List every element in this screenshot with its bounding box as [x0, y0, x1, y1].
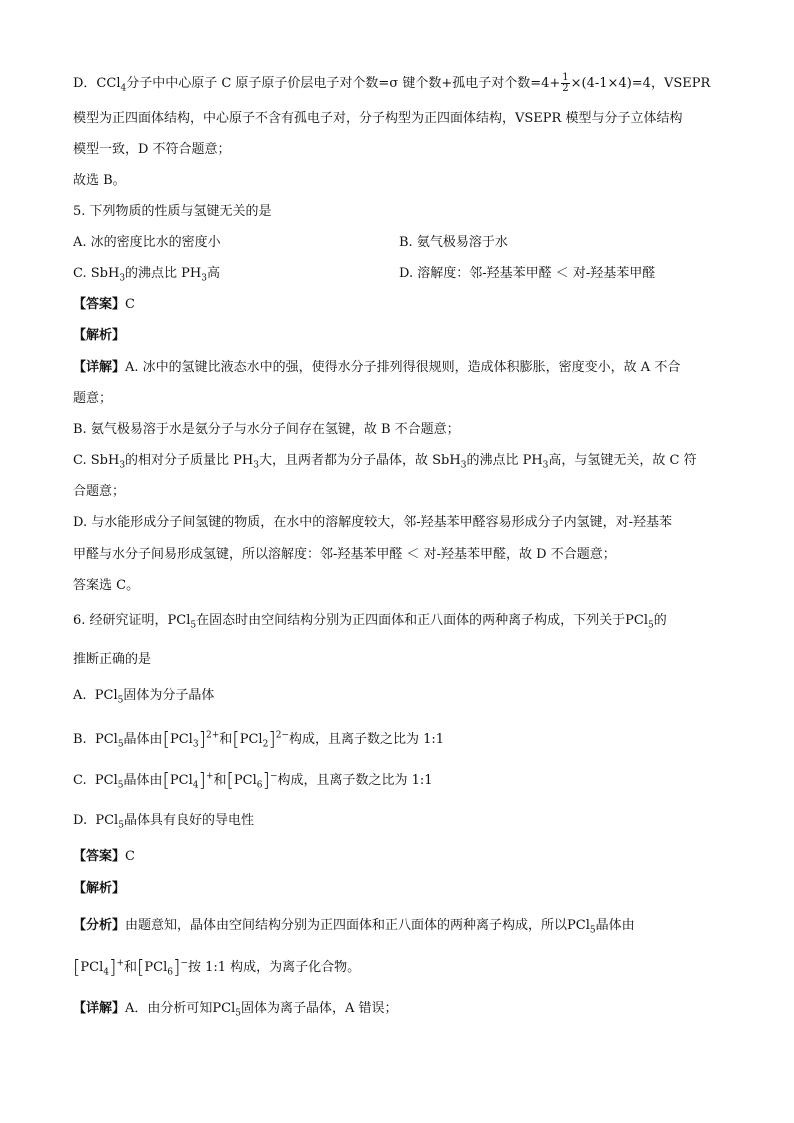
- text: PCl: [144, 960, 168, 975]
- text: C. SbH: [73, 266, 120, 281]
- text: PCl: [567, 918, 590, 933]
- subscript: 3: [119, 460, 126, 471]
- q5-detail-b: B. 氨气极易溶于水是氨分子与水分子间存在氢键，故 B 不合题意；: [73, 422, 460, 437]
- d-option-line2: 模型为正四面体结构，中心原子不含有孤电子对，分子构型为正四面体结构，VSEPR 模型与分子立体结构: [73, 111, 683, 126]
- q6-detail-a: [73, 1000, 398, 1018]
- subscript: 4: [120, 83, 127, 94]
- text: 和: [123, 960, 137, 975]
- answer-tag: 【答案】: [73, 297, 126, 312]
- text: PCl: [80, 960, 104, 975]
- q5-detail-c1: [73, 452, 697, 470]
- text: 晶体由: [595, 918, 635, 933]
- pcl5-formula: [94, 688, 124, 706]
- text: 高: [207, 266, 221, 281]
- text: 6. 经研究证明，: [73, 613, 168, 628]
- text: 的沸点比 PH: [466, 453, 543, 468]
- charge: 2+: [206, 730, 220, 741]
- right-bracket: ]: [262, 769, 270, 791]
- pcl5-formula: [94, 732, 124, 750]
- subscript: 2: [262, 739, 269, 750]
- q5-answer: [73, 296, 135, 314]
- text: 晶体由: [123, 732, 163, 747]
- charge: 2−: [275, 730, 290, 741]
- conclusion-4: 故选 B。: [73, 173, 126, 188]
- text: 固体为分子晶体: [123, 688, 215, 703]
- text: PCl: [94, 732, 118, 747]
- subscript: 6: [256, 780, 263, 791]
- q6-option-a: [73, 687, 214, 705]
- answer-value: C: [125, 297, 135, 312]
- text: 的: [653, 613, 667, 628]
- right-bracket: ]: [173, 956, 181, 978]
- right-bracket: ]: [198, 769, 206, 791]
- text: PCl: [95, 813, 119, 828]
- left-bracket: [: [162, 769, 170, 791]
- answer-tag: 【答案】: [73, 849, 126, 864]
- pcl5-formula: [625, 613, 654, 631]
- text: A. 冰中的氢键比液态水中的强，使得水分子排列得很规则，造成体积膨胀，密度变小，故 A 不合: [125, 360, 681, 375]
- subscript: 5: [589, 925, 596, 936]
- text: PCl: [233, 773, 257, 788]
- subscript: 5: [118, 820, 124, 831]
- option-label: A.: [73, 688, 87, 703]
- fenxi-tag: 【分析】: [73, 918, 126, 933]
- q6-stem: [73, 612, 667, 630]
- q6-analysis-tag: 【解析】: [73, 881, 126, 896]
- text: 的相对分子质量比 PH: [125, 453, 254, 468]
- subscript: 6: [167, 967, 174, 978]
- text: 晶体由: [123, 773, 163, 788]
- subscript: 3: [201, 273, 207, 284]
- text: PCl: [167, 613, 191, 628]
- option-label: C.: [73, 773, 87, 788]
- answer-value: C: [125, 849, 135, 864]
- q5-option-d: D. 溶解度：邻-羟基苯甲醛 ＜ 对-羟基苯甲醛: [399, 266, 656, 281]
- subscript: 4: [192, 780, 199, 791]
- q5-detail-c2: 合题意；: [73, 484, 126, 499]
- d-option-line1: [73, 73, 710, 94]
- text: 高，与氢键无关，故 C 符: [548, 453, 697, 468]
- q5-analysis-tag: 【解析】: [73, 328, 126, 343]
- text: 分子中中心原子 C 原子原子价层电子对个数=σ 键个数+孤电子对个数=4+: [126, 76, 561, 91]
- q5-options-row2: [73, 265, 656, 284]
- text: C. SbH: [73, 453, 120, 468]
- charge: +: [205, 771, 214, 782]
- subscript: 5: [117, 739, 124, 750]
- subscript: 5: [190, 620, 197, 631]
- text: 固体为离子晶体，A 错误；: [241, 1001, 398, 1016]
- charge: −: [269, 771, 278, 782]
- detail-tag: 【详解】: [73, 360, 126, 375]
- pcl5-formula: [94, 773, 124, 791]
- fraction-numerator: 1: [562, 72, 569, 83]
- text: 在固态时由空间结构分别为正四面体和正八面体的两种离子构成，下列关于: [196, 613, 626, 628]
- pcl5-formula: [212, 1001, 241, 1019]
- text: PCl: [239, 732, 263, 747]
- left-bracket: [: [226, 769, 234, 791]
- option-label: B.: [73, 732, 87, 747]
- text: 的沸点比 PH: [125, 266, 202, 281]
- option-label: D.: [73, 813, 88, 828]
- subscript: 4: [103, 967, 110, 978]
- fraction: [561, 73, 569, 94]
- subscript: 3: [119, 273, 126, 284]
- text: 和: [219, 732, 233, 747]
- left-bracket: [: [73, 956, 81, 978]
- text: 由题意知，晶体由空间结构分别为正四面体和正八面体的两种离子构成，所以: [125, 918, 568, 933]
- text: A．由分析可知: [125, 1001, 213, 1016]
- text: PCl: [94, 688, 118, 703]
- q5-options-row1: [73, 234, 508, 252]
- q6-option-b: [73, 730, 444, 749]
- q5-detail-d1: D. 与水能形成分子间氢键的物质，在水中的溶解度较大，邻-羟基苯甲醛容易形成分子内氢键，对-羟基苯: [73, 515, 673, 530]
- q5-detail-a2: 题意；: [73, 391, 113, 406]
- q6-fenxi-line2: [73, 958, 360, 977]
- q5-conclusion: 答案选 C。: [73, 578, 140, 593]
- q6-option-c: [73, 771, 433, 790]
- right-bracket: ]: [268, 728, 276, 750]
- q6-answer: [73, 848, 135, 866]
- text: 大，且两者都为分子晶体，故 SbH: [259, 453, 461, 468]
- q6-option-d: [73, 812, 254, 830]
- detail-tag: 【详解】: [73, 1001, 126, 1016]
- subscript: 3: [542, 460, 549, 471]
- d-option-line3: 模型一致，D 不符合题意；: [73, 142, 231, 157]
- text: PCl: [169, 773, 193, 788]
- right-bracket: ]: [198, 728, 206, 750]
- q5-detail-d2: 甲醛与水分子间易形成氢键，所以溶解度：邻-羟基苯甲醛 ＜ 对-羟基苯甲醛，故 D 不合题意；: [73, 547, 616, 562]
- text: 晶体具有良好的导电性: [123, 813, 254, 828]
- q5-option-b: B. 氨气极易溶于水: [399, 235, 508, 250]
- charge: −: [180, 958, 188, 969]
- subscript: 5: [235, 1008, 241, 1019]
- left-bracket: [: [232, 728, 240, 750]
- subscript: 3: [192, 739, 199, 750]
- q5-stem: 5. 下列物质的性质与氢键无关的是: [73, 204, 272, 219]
- subscript: 3: [460, 460, 467, 471]
- text: 和: [213, 773, 227, 788]
- subscript: 5: [117, 695, 124, 706]
- subscript: 5: [117, 780, 124, 791]
- q5-detail-a1: [73, 359, 680, 377]
- left-bracket: [: [137, 956, 145, 978]
- q6-fenxi-line1: [73, 917, 635, 935]
- text: 按 1:1 构成，为离子化合物。: [187, 960, 361, 975]
- pcl5-formula: [167, 613, 197, 631]
- q5-option-c: [73, 266, 221, 284]
- text: D．CCl: [73, 76, 121, 91]
- right-bracket: ]: [109, 956, 117, 978]
- pcl5-formula: [567, 918, 596, 936]
- pcl5-formula: [95, 813, 124, 831]
- subscript: 5: [648, 620, 654, 631]
- text: 构成，且离子数之比为 1:1: [277, 773, 433, 788]
- charge: +: [116, 958, 124, 969]
- q6-stem-line2: 推断正确的是: [73, 652, 152, 667]
- text: PCl: [94, 773, 118, 788]
- text: ×(4-1×4)=4，VSEPR: [570, 76, 711, 91]
- q5-option-a: A. 冰的密度比水的密度小: [73, 235, 221, 250]
- left-bracket: [: [162, 728, 170, 750]
- text: PCl: [169, 732, 193, 747]
- fraction-denominator: 2: [562, 83, 569, 94]
- text: 构成，且离子数之比为 1:1: [289, 732, 445, 747]
- text: PCl: [625, 613, 649, 628]
- subscript: 3: [253, 460, 259, 471]
- text: PCl: [212, 1001, 236, 1016]
